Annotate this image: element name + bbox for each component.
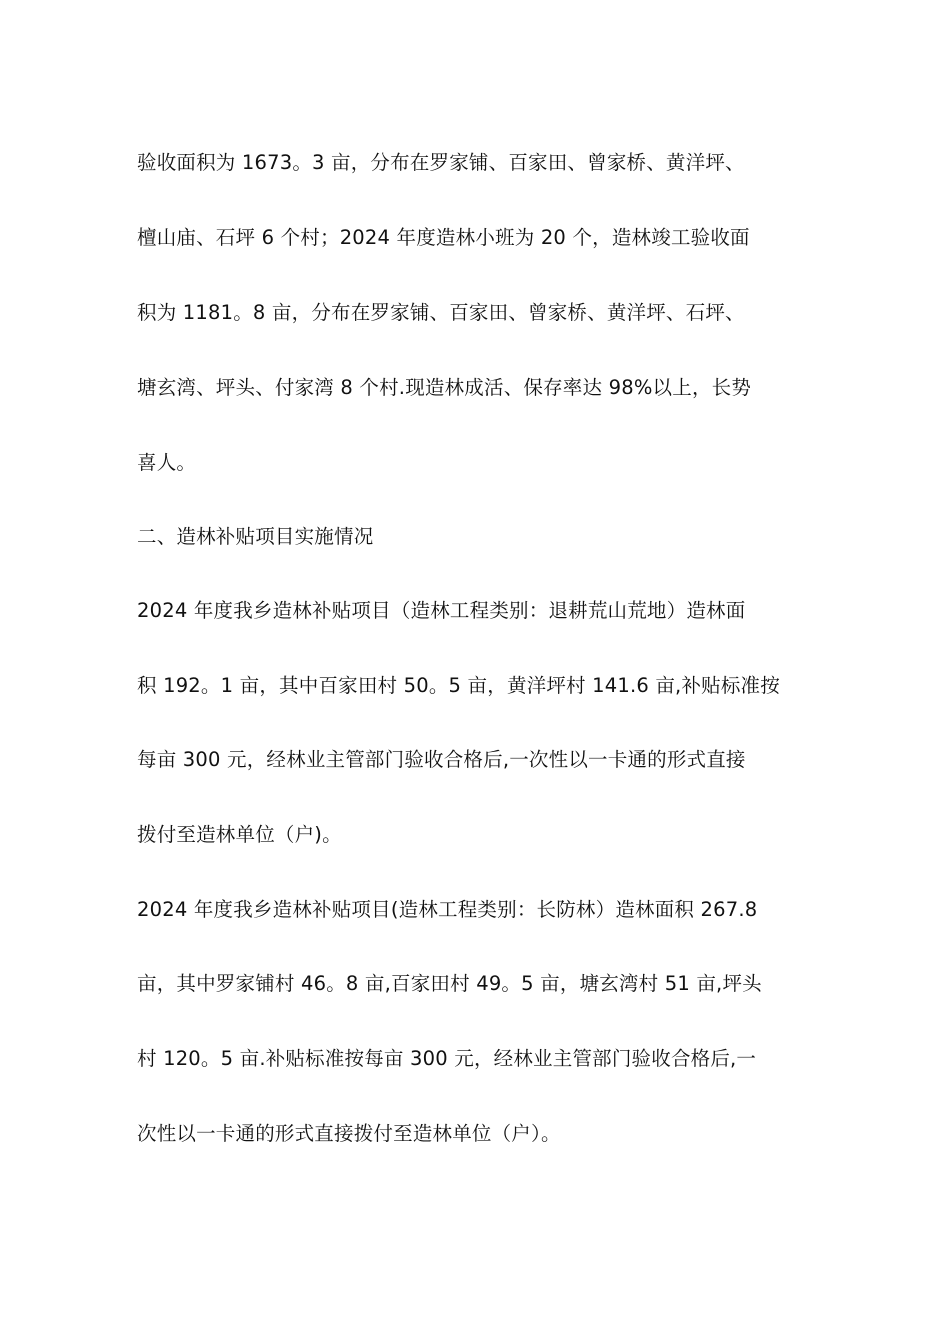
paragraph-line: 拨付至造林单位（户)。	[137, 823, 342, 846]
paragraph-line: 2024 年度我乡造林补贴项目(造林工程类别：长防林）造林面积 267.8	[137, 898, 758, 921]
paragraph-line: 亩，其中罗家铺村 46。8 亩,百家田村 49。5 亩，塘玄湾村 51 亩,坪头	[137, 972, 762, 995]
paragraph-line: 村 120。5 亩.补贴标准按每亩 300 元，经林业主管部门验收合格后,一	[137, 1047, 757, 1070]
paragraph-line: 每亩 300 元，经林业主管部门验收合格后,一次性以一卡通的形式直接	[137, 748, 746, 771]
paragraph-line: 次性以一卡通的形式直接拨付至造林单位（户）。	[137, 1122, 561, 1145]
paragraph-line: 喜人。	[137, 451, 197, 474]
paragraph-line: 2024 年度我乡造林补贴项目（造林工程类别：退耕荒山荒地）造林面	[137, 599, 746, 622]
paragraph-line: 积 192。1 亩，其中百家田村 50。5 亩，黄洋坪村 141.6 亩,补贴标准按	[137, 674, 780, 697]
section-heading: 二、造林补贴项目实施情况	[137, 525, 374, 548]
paragraph-line: 塘玄湾、坪头、付家湾 8 个村.现造林成活、保存率达 98%以上，长势	[137, 376, 752, 399]
paragraph-line: 验收面积为 1673。3 亩，分布在罗家铺、百家田、曾家桥、黄洋坪、	[137, 151, 745, 174]
paragraph-line: 积为 1181。8 亩，分布在罗家铺、百家田、曾家桥、黄洋坪、石坪、	[137, 301, 745, 324]
paragraph-line: 檀山庙、石坪 6 个村；2024 年度造林小班为 20 个，造林竣工验收面	[137, 226, 750, 249]
